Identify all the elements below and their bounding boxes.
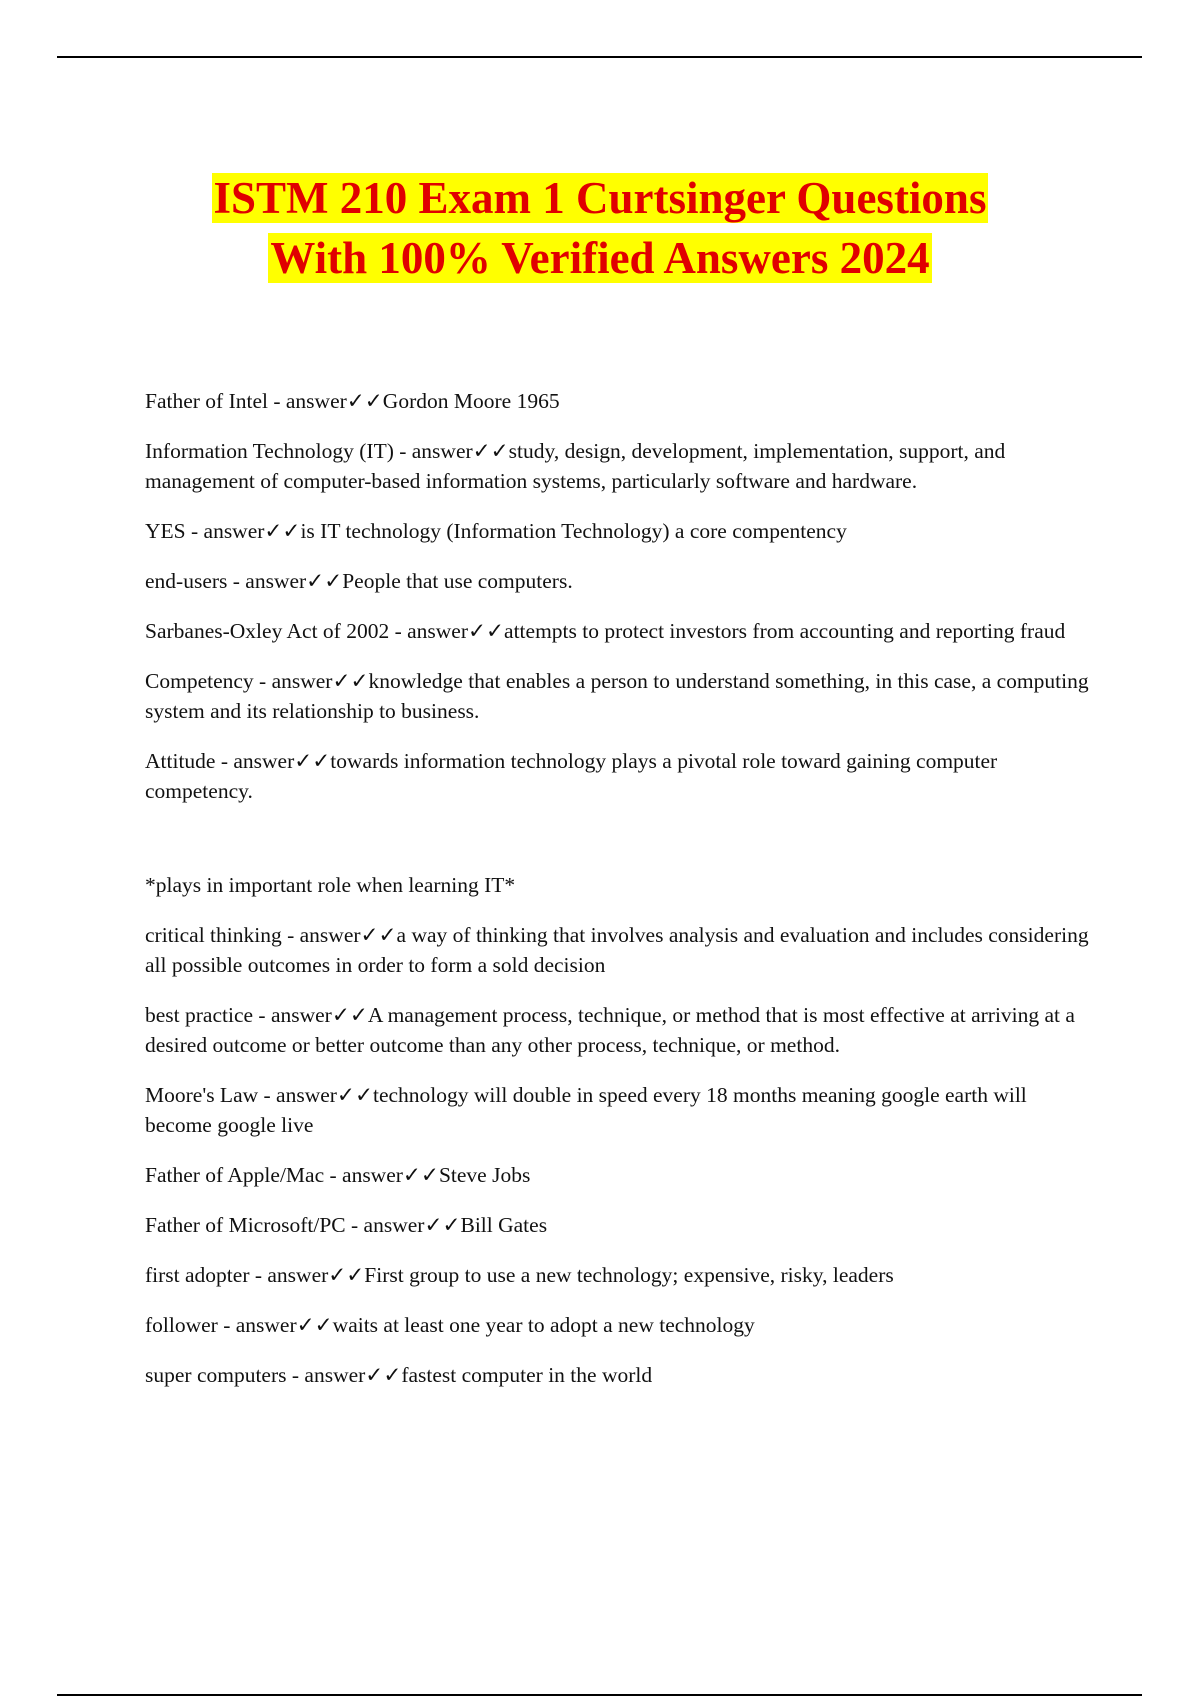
qa-entry: YES - answer✓✓is IT technology (Information Technology) a core compentency xyxy=(145,519,847,543)
qa-entry: Moore's Law - answer✓✓technology will double in speed every 18 months meaning google earth will become google live xyxy=(145,1083,1027,1137)
qa-entry: critical thinking - answer✓✓a way of thinking that involves analysis and evaluation and includes considering all possible outcomes in order to form a sold decision xyxy=(145,923,1089,977)
qa-entry: Father of Microsoft/PC - answer✓✓Bill Gates xyxy=(145,1213,548,1237)
title-line-1: ISTM 210 Exam 1 Curtsinger Questions xyxy=(213,173,987,223)
qa-entry: Information Technology (IT) - answer✓✓study, design, development, implementation, support, and management of computer-based information systems, particularly software and hardware. xyxy=(145,439,1006,493)
document-title xyxy=(0,168,1200,288)
qa-entry: best practice - answer✓✓A management process, technique, or method that is most effective at arriving at a desired outcome or better outcome than any other process, technique, or method. xyxy=(145,1003,1075,1057)
qa-entry: end-users - answer✓✓People that use computers. xyxy=(145,569,573,593)
qa-entry: Father of Apple/Mac - answer✓✓Steve Jobs xyxy=(145,1163,531,1187)
title-line-2: With 100% Verified Answers 2024 xyxy=(270,233,930,283)
qa-entry: Father of Intel - answer✓✓Gordon Moore 1965 xyxy=(145,389,560,413)
qa-entry: Sarbanes-Oxley Act of 2002 - answer✓✓attempts to protect investors from accounting and reporting fraud xyxy=(145,619,1066,643)
qa-entry: follower - answer✓✓waits at least one year to adopt a new technology xyxy=(145,1313,755,1337)
bottom-rule xyxy=(57,1694,1142,1696)
qa-entry: super computers - answer✓✓fastest computer in the world xyxy=(145,1363,653,1387)
qa-list xyxy=(145,386,1095,1410)
qa-entry: first adopter - answer✓✓First group to use a new technology; expensive, risky, leaders xyxy=(145,1263,894,1287)
qa-entry: Competency - answer✓✓knowledge that enables a person to understand something, in this case, a computing system and its relationship to business. xyxy=(145,669,1089,723)
qa-entry: Attitude - answer✓✓towards information technology plays a pivotal role toward gaining computer competency. xyxy=(145,749,998,803)
note-entry: *plays in important role when learning IT* xyxy=(145,873,516,897)
top-rule xyxy=(57,56,1142,58)
